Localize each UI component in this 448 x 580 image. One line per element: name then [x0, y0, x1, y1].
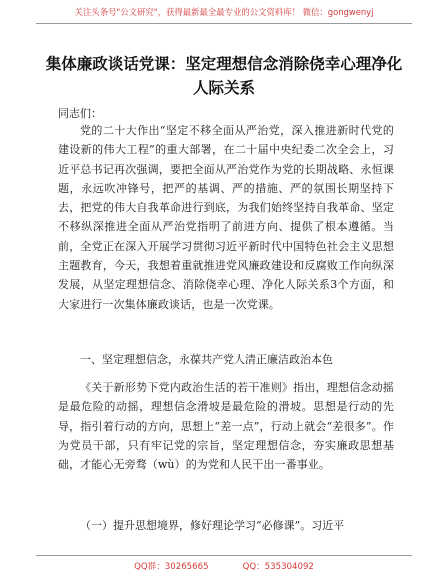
section-heading-1: 一、坚定理想信念，永葆共产党人清正廉洁政治本色	[80, 353, 333, 366]
intro-paragraph: 党的二十大作出“坚定不移全面从严治党，深入推进新时代党的建设新的伟大工程”的重大部署，在二十届中央纪委二次全会上，习近平总书记再次强调，要把全面从严治党作为党的长期战略、永恒课题，永远吹冲锋号，把严的基调、严的措施、严的氛围长期坚持下去，把党的伟大自我革命进行到底，为我们始终坚持自我革命、坚定不移纵深推进全面从严治党指明了前进方向、提供了根本遵循。当前，全党正在深入开展学习贯彻习近平新时代中国特色社会主义思想主题教育，今天，我想着重就推进党风廉政建设和反腐败工作向纵深发展，从坚定理想信念、消除侥幸心理、净化人际关系3个方面，和大家进行一次集体廉政谈话，也是一次党课。	[58, 124, 394, 311]
footer	[0, 560, 448, 572]
body-paragraph: 《关于新形势下党内政治生活的若干准则》指出，理想信念动摇是最危险的动摇，理想信念滑坡是最危险的滑坡。思想是行动的先导，指引着行动的方向，思想上“差一点”，行动上就会“差很多”。作为党员干部，只有牢记党的宗旨，坚定理想信念，夯实廉政思想基础，才能心无旁骛（wù）的为党和人民干出一番事业。	[58, 381, 394, 472]
document-title: 集体廉政谈话党课：坚定理想信念消除侥幸心理净化人际关系	[45, 55, 403, 97]
footer-qq: QQ：535304092	[242, 562, 314, 572]
footer-divider	[36, 555, 412, 556]
footer-qq-group: QQ群：30265665	[134, 562, 209, 572]
header-banner: 关注头条号"公文研究"，获得最新最全最专业的公文资料库！ 微信：gongwenyj	[74, 7, 374, 17]
greeting: 同志们：	[58, 107, 102, 120]
subsection-heading-1: （一）提升思想境界，修好理论学习“必修课”。习近平	[80, 519, 345, 532]
header-divider	[36, 23, 412, 24]
